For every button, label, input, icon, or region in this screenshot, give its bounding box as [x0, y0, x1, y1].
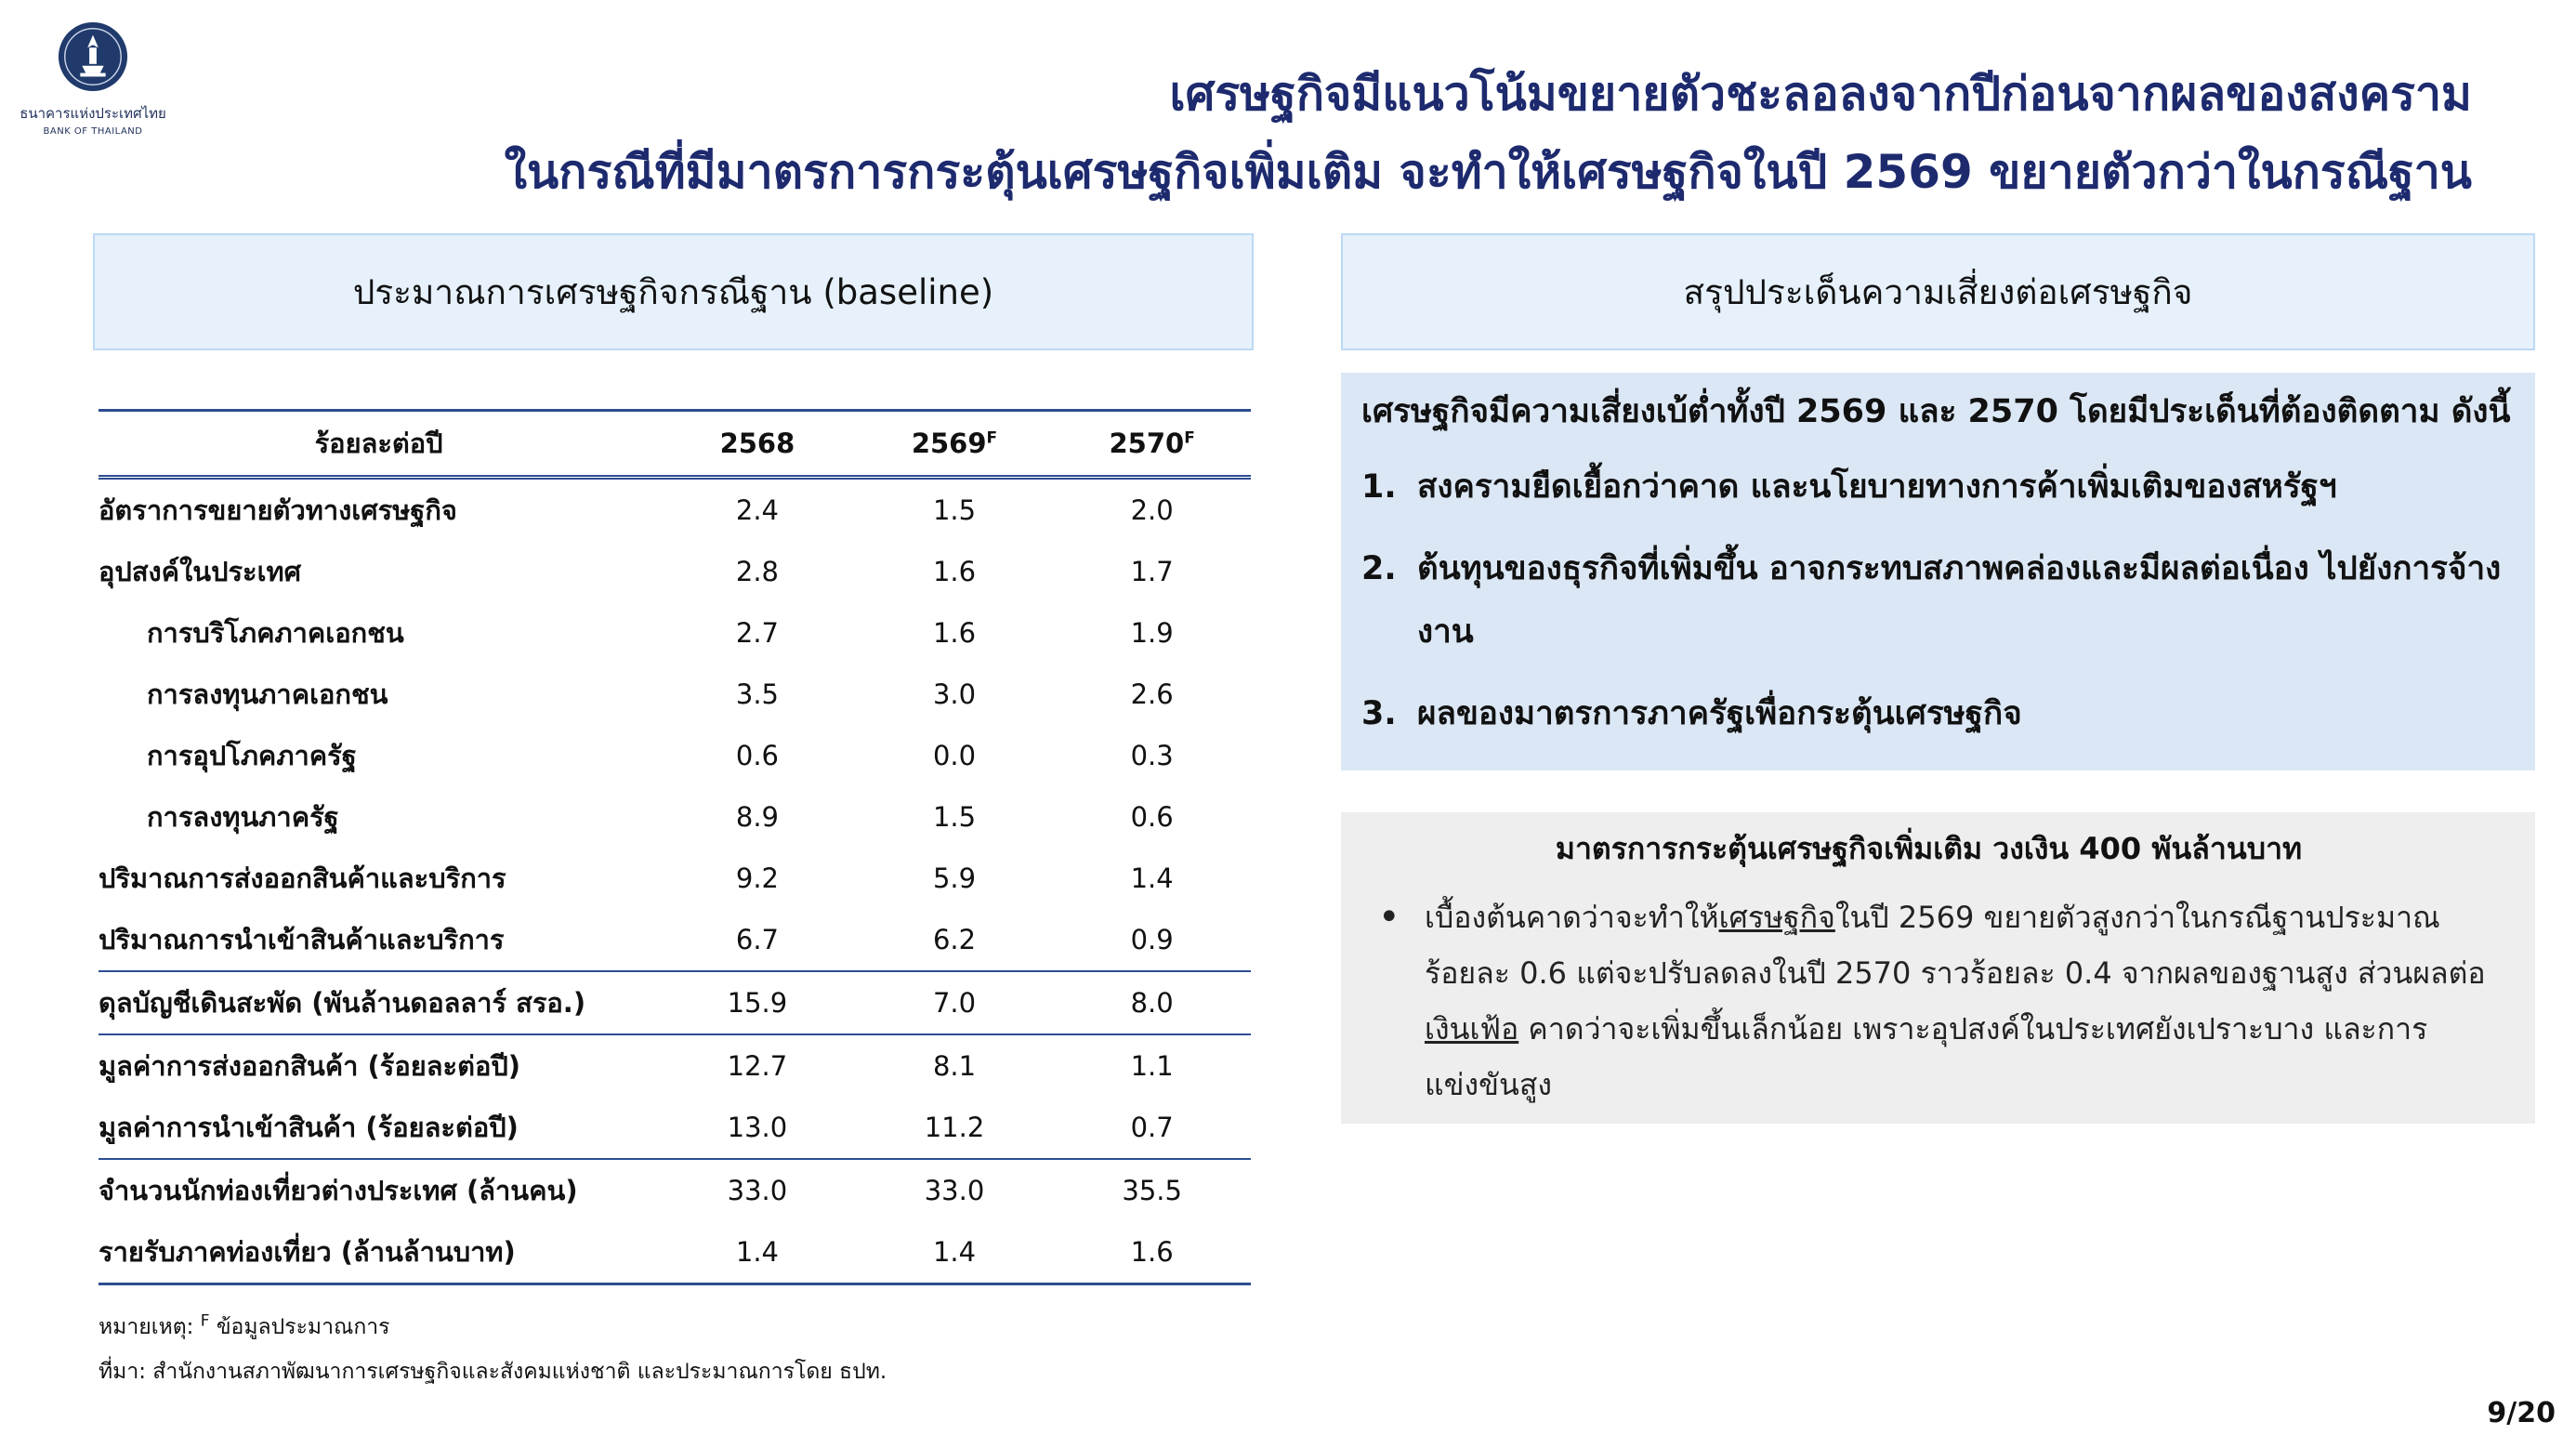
- risk-item-number: 2.: [1361, 550, 1397, 587]
- stimulus-bullet-item: [1360, 889, 2498, 1112]
- forecast-marker: F: [986, 428, 998, 448]
- org-name-english: BANK OF THAILAND: [43, 126, 143, 137]
- stimulus-title: มาตรการกระตุ้นเศรษฐกิจเพิ่มเติม วงเงิน 400 พันล้านบาท: [1555, 831, 2303, 866]
- row-label: การบริโภคภาคเอกชน: [147, 617, 404, 649]
- slide-title-line-1: เศรษฐกิจมีแนวโน้มขยายตัวชะลอลงจากปีก่อนจากผลของสงคราม: [1169, 67, 2472, 121]
- cell-2569: 8.1: [856, 1034, 1054, 1097]
- cell-2570: 0.6: [1130, 801, 1174, 833]
- row-label: มูลค่าการส่งออกสินค้า (ร้อยละต่อปี): [99, 1034, 659, 1097]
- footnote-forecast: [99, 1310, 390, 1344]
- risk-lead-text: เศรษฐกิจมีความเสี่ยงเบ้ต่ำทั้งปี 2569 และ 2570 โดยมีประเด็นที่ต้องติดตาม ดังนี้: [1361, 393, 2511, 430]
- risk-item-number: 3.: [1361, 695, 1397, 732]
- risk-item-number: 1.: [1361, 468, 1397, 506]
- table-row: [99, 541, 1251, 602]
- stimulus-text-part: เบื้องต้นคาดว่าจะทำให้: [1425, 900, 1719, 935]
- cell-2569: 11.2: [924, 1112, 985, 1143]
- table-row: [99, 664, 1251, 725]
- cell-2570: 1.1: [1053, 1034, 1251, 1097]
- table-header-row: [99, 411, 1251, 478]
- page-number: 9/20: [2487, 1397, 2556, 1429]
- cell-2570: 8.0: [1053, 971, 1251, 1034]
- risk-item-text: ผลของมาตรการภาครัฐเพื่อกระตุ้นเศรษฐกิจ: [1417, 695, 2022, 732]
- cell-2569: 6.2: [932, 924, 977, 955]
- table-row: [99, 971, 1251, 1034]
- cell-2568: 13.0: [727, 1112, 788, 1143]
- stimulus-underlined-inflation: เงินเฟ้อ: [1425, 1011, 1519, 1047]
- slide-title-line-2: ในกรณีที่มีมาตรการกระตุ้นเศรษฐกิจเพิ่มเติม จะทำให้เศรษฐกิจในปี 2569 ขยายตัวกว่าในกรณีฐาน: [504, 145, 2472, 199]
- row-label: มูลค่าการนำเข้าสินค้า (ร้อยละต่อปี): [99, 1112, 519, 1143]
- cell-2568: 2.8: [735, 556, 779, 587]
- table-row: [99, 725, 1251, 786]
- row-label: ดุลบัญชีเดินสะพัด (พันล้านดอลลาร์ สรอ.): [99, 971, 659, 1034]
- row-label: การอุปโภคภาครัฐ: [147, 740, 357, 771]
- table-row: [99, 1159, 1251, 1221]
- row-label: การลงทุนภาครัฐ: [147, 801, 339, 833]
- cell-2568: 2.4: [735, 494, 779, 526]
- cell-2569: 5.9: [932, 862, 977, 894]
- table-row: [99, 1097, 1251, 1159]
- cell-2570: 0.9: [1130, 924, 1174, 955]
- cell-2569: 1.6: [932, 556, 977, 587]
- row-label: การลงทุนภาคเอกชน: [147, 678, 388, 710]
- cell-2570: 1.7: [1130, 556, 1174, 587]
- cell-2569: 1.4: [856, 1221, 1054, 1284]
- cell-2569: 3.0: [932, 678, 977, 710]
- header-unit: ร้อยละต่อปี: [99, 411, 659, 478]
- cell-2568: 33.0: [659, 1159, 855, 1221]
- cell-2568: 0.6: [735, 740, 779, 771]
- stimulus-underlined-economy: เศรษฐกิจ: [1718, 900, 1835, 935]
- table-row: [99, 478, 1251, 542]
- org-name-thai: ธนาคารแห่งประเทศไทย: [20, 105, 166, 122]
- cell-2568: 9.2: [735, 862, 779, 894]
- cell-2570: 0.3: [1130, 740, 1174, 771]
- risk-section-header: [1341, 233, 2535, 350]
- cell-2568: 3.5: [735, 678, 779, 710]
- cell-2570: 1.4: [1130, 862, 1174, 894]
- cell-2569: 33.0: [856, 1159, 1054, 1221]
- cell-2570: 35.5: [1053, 1159, 1251, 1221]
- header-year-2570-label: 2570: [1109, 428, 1185, 459]
- cell-2568: 15.9: [659, 971, 855, 1034]
- cell-2570: 2.6: [1130, 678, 1174, 710]
- risk-item: [1361, 537, 2515, 664]
- cell-2570: 2.0: [1130, 494, 1174, 526]
- table-row: [99, 1034, 1251, 1097]
- bullet-icon: •: [1378, 896, 1400, 939]
- row-label: ปริมาณการส่งออกสินค้าและบริการ: [99, 862, 506, 894]
- cell-2570: 1.9: [1130, 617, 1174, 649]
- risk-list: [1361, 455, 2515, 745]
- cell-2569: 7.0: [856, 971, 1054, 1034]
- row-label: ปริมาณการนำเข้าสินค้าและบริการ: [99, 924, 505, 955]
- row-label: จำนวนนักท่องเที่ยวต่างประเทศ (ล้านคน): [99, 1159, 659, 1221]
- header-year-2569-label: 2569: [911, 428, 987, 459]
- cell-2570: 1.6: [1053, 1221, 1251, 1284]
- cell-2569: 1.6: [932, 617, 977, 649]
- cell-2570: 0.7: [1130, 1112, 1174, 1143]
- header-year-2568: [659, 411, 855, 478]
- cell-2568: 12.7: [659, 1034, 855, 1097]
- cell-2568: 2.7: [735, 617, 779, 649]
- stimulus-text-part: ในปี 2569 ขยายตัวสูงกว่าในกรณีฐานประมาณ ร้อยละ 0.6 แต่จะปรับลดลงในปี 2570 ราวร้อยละ 0.4 จากผลของฐานสูง ส่วนผลต่อ: [1425, 900, 2486, 991]
- row-label: อัตราการขยายตัวทางเศรษฐกิจ: [99, 494, 457, 526]
- forecast-marker: F: [200, 1311, 210, 1331]
- footnote-prefix: หมายเหตุ:: [99, 1315, 201, 1339]
- cell-2568: 8.9: [735, 801, 779, 833]
- footnote-text: ข้อมูลประมาณการ: [209, 1315, 390, 1339]
- table-row: [99, 1221, 1251, 1284]
- table-row: [99, 909, 1251, 971]
- stimulus-measure-box: [1341, 812, 2535, 1124]
- risk-item-text: ต้นทุนของธุรกิจที่เพิ่มขึ้น อาจกระทบสภาพคล่องและมีผลต่อเนื่อง ไปยังการจ้างงาน: [1417, 550, 2502, 651]
- risk-item: [1361, 682, 2515, 745]
- forecast-table: [99, 409, 1251, 1285]
- table-row: [99, 848, 1251, 909]
- table-row: [99, 602, 1251, 664]
- baseline-section-header: [93, 233, 1254, 350]
- row-label: รายรับภาคท่องเที่ยว (ล้านล้านบาท): [99, 1221, 659, 1284]
- bank-seal-icon: [57, 20, 129, 93]
- table-row: [99, 786, 1251, 848]
- risk-section-header-label: สรุปประเด็นความเสี่ยงต่อเศรษฐกิจ: [1683, 271, 2193, 312]
- risk-summary-box: [1341, 373, 2535, 770]
- row-label: อุปสงค์ในประเทศ: [99, 556, 302, 587]
- risk-item-text: สงครามยืดเยื้อกว่าคาด และนโยบายทางการค้าเพิ่มเติมของสหรัฐฯ: [1417, 468, 2337, 506]
- header-year-2568-label: 2568: [719, 428, 795, 459]
- footnote-source: ที่มา: สำนักงานสภาพัฒนาการเศรษฐกิจและสังคมแห่งชาติ และประมาณการโดย ธปท.: [99, 1360, 887, 1384]
- cell-2568: 6.7: [735, 924, 779, 955]
- stimulus-text-part: คาดว่าจะเพิ่มขึ้นเล็กน้อย เพราะอุปสงค์ในประเทศยังเปราะบาง และการแข่งขันสูง: [1425, 1011, 2428, 1102]
- cell-2569: 0.0: [932, 740, 977, 771]
- header-year-2570: [1053, 411, 1251, 478]
- cell-2569: 1.5: [932, 494, 977, 526]
- baseline-section-header-label: ประมาณการเศรษฐกิจกรณีฐาน (baseline): [352, 271, 994, 312]
- header-year-2569: [856, 411, 1054, 478]
- forecast-marker: F: [1184, 428, 1195, 448]
- cell-2568: 1.4: [659, 1221, 855, 1284]
- bot-logo: [9, 20, 177, 141]
- risk-item: [1361, 455, 2515, 519]
- cell-2569: 1.5: [932, 801, 977, 833]
